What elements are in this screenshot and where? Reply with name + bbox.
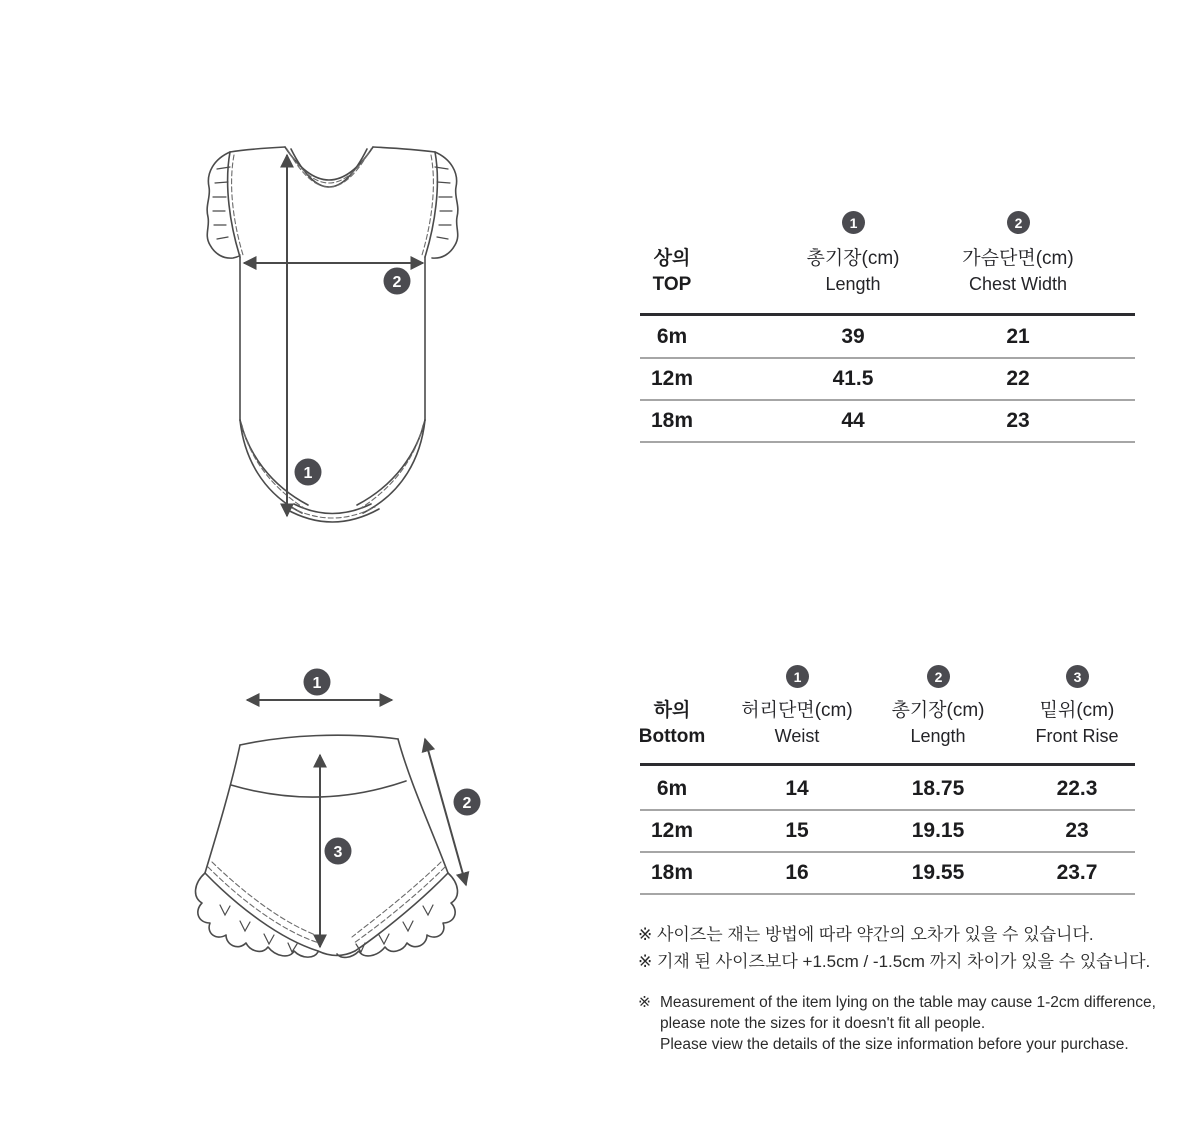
- bottom-table-size-6m: 6m: [656, 777, 688, 800]
- bottom-table-length-6m: 18.75: [911, 777, 965, 800]
- bloomers-ruffles: [196, 873, 458, 957]
- col-header-en: Length: [910, 726, 966, 746]
- top-table-size-18m: 18m: [650, 409, 694, 432]
- bottom-table-row-divider-1: [640, 809, 1135, 811]
- top-table-row-header: [616, 246, 728, 297]
- marker-1-badge: [295, 459, 322, 486]
- col-header-kr: 허리단면(cm): [741, 700, 853, 721]
- top-table-chest-12m: 22: [1006, 367, 1030, 390]
- bodysuit-ruffle-sleeves: [207, 152, 458, 258]
- marker-3-badge: [325, 838, 352, 865]
- bottom-table-waist-12m: 15: [785, 819, 809, 842]
- note-text: Measurement of the item lying on the table may cause 1-2cm difference,: [660, 994, 1156, 1011]
- col-header-kr: 총기장(cm): [806, 248, 900, 269]
- bottom-table-label-kr: 하의: [653, 700, 691, 721]
- size-note-en-line-3: Please view the details of the size information before your purchase.: [660, 1036, 1129, 1053]
- bodysuit-measurement-diagram: [190, 125, 480, 535]
- bodysuit-outline: [228, 147, 438, 522]
- col-header-kr: 밑위(cm): [1039, 700, 1115, 721]
- col-header-en: Front Rise: [1035, 726, 1119, 746]
- top-table-chest-6m: 21: [1006, 325, 1030, 348]
- top-table-col2-badge: 2: [1007, 211, 1030, 234]
- top-table-bottom-rule: [640, 441, 1135, 443]
- top-table-col2-header: [928, 246, 1108, 297]
- bottom-table-col3-header: [987, 698, 1167, 749]
- ruffle-fold-lines: [220, 905, 433, 952]
- bottom-table-rise-12m: 23: [1065, 819, 1089, 842]
- bloomers-measurement-diagram: [180, 655, 490, 985]
- marker-1-number: 1: [312, 675, 322, 692]
- size-note-en-line-2: please note the sizes for it doesn't fit all people.: [660, 1015, 986, 1032]
- bottom-table-col1-badge: 1: [786, 665, 809, 688]
- size-note-en-line-1: [638, 992, 1156, 1013]
- bottom-table-size-18m: 18m: [650, 861, 694, 884]
- top-table-row-divider-2: [640, 399, 1135, 401]
- size-note-kr-2: ※ 기재 된 사이즈보다 +1.5cm / -1.5cm 까지 차이가 있을 수 있습니다.: [638, 952, 1151, 971]
- top-table-size-12m: 12m: [650, 367, 694, 390]
- bottom-table-rise-6m: 22.3: [1056, 777, 1098, 800]
- col-header-kr: 가슴단면(cm): [962, 248, 1074, 269]
- col-header-en: Length: [825, 274, 881, 294]
- col-header-en: Chest Width: [968, 274, 1068, 294]
- bottom-table-row-divider-2: [640, 851, 1135, 853]
- bottom-table-length-12m: 19.15: [911, 819, 965, 842]
- marker-1-number: 1: [303, 465, 313, 482]
- bodysuit-stitch-lines: [232, 149, 434, 518]
- top-table-label-en: TOP: [652, 274, 692, 295]
- bloomers-stitch-lines: [208, 862, 445, 943]
- bottom-table-length-18m: 19.55: [911, 861, 965, 884]
- top-table-label-kr: 상의: [653, 248, 691, 269]
- bottom-table-rise-18m: 23.7: [1056, 861, 1098, 884]
- col-header-kr: 총기장(cm): [891, 700, 985, 721]
- bottom-table-waist-18m: 16: [785, 861, 809, 884]
- bottom-table-col2-badge: 2: [927, 665, 950, 688]
- bottom-table-label-en: Bottom: [638, 726, 706, 747]
- marker-2-number: 2: [392, 274, 402, 291]
- top-table-header-rule: [640, 313, 1135, 316]
- bottom-table-waist-6m: 14: [785, 777, 809, 800]
- top-table-col1-badge: 1: [842, 211, 865, 234]
- size-note-kr-1: ※ 사이즈는 재는 방법에 따라 약간의 오차가 있을 수 있습니다.: [638, 925, 1094, 944]
- top-table-length-6m: 39: [841, 325, 865, 348]
- bottom-table-bottom-rule: [640, 893, 1135, 895]
- top-table-length-12m: 41.5: [832, 367, 874, 390]
- top-table-row-divider-1: [640, 357, 1135, 359]
- top-table-length-18m: 44: [841, 409, 865, 432]
- bottom-table-size-12m: 12m: [650, 819, 694, 842]
- note-marker: ※: [638, 994, 651, 1011]
- col-header-en: Weist: [774, 726, 820, 746]
- marker-1-badge: [304, 669, 331, 696]
- top-table-col1-header: [763, 246, 943, 297]
- marker-2-badge: [384, 268, 411, 295]
- bottom-table-col3-badge: 3: [1066, 665, 1089, 688]
- top-table-size-6m: 6m: [656, 325, 688, 348]
- bottom-table-header-rule: [640, 763, 1135, 766]
- ruffle-fold-lines: [213, 167, 452, 239]
- marker-2-badge: [454, 789, 481, 816]
- size-note-en: [638, 992, 1156, 1055]
- marker-2-number: 2: [462, 795, 472, 812]
- top-table-chest-18m: 23: [1006, 409, 1030, 432]
- marker-3-number: 3: [333, 844, 343, 861]
